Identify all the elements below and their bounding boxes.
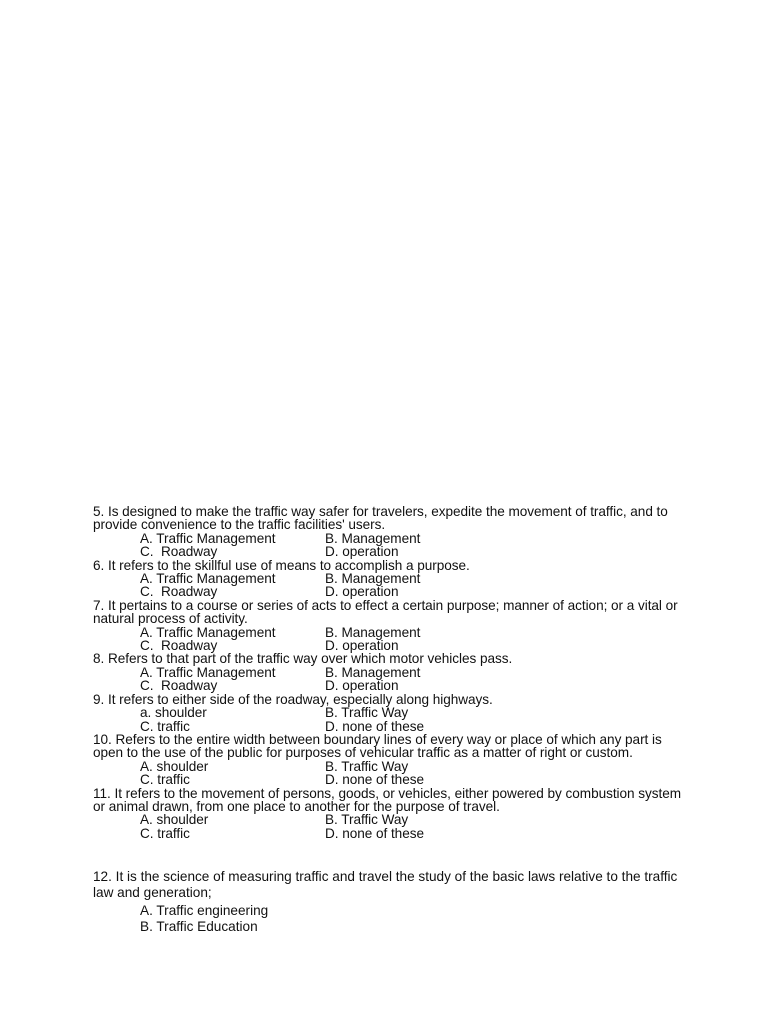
options-row [93,679,683,692]
question-7 [93,599,683,653]
question-12 [93,869,693,935]
option-a: A. Traffic Management [140,624,276,640]
option-a: a. shoulder [140,705,207,721]
question-text: 5. Is designed to make the traffic way safer for travelers, expedite the movement of traffic, and to provide convenience to the traffic facilities' users. [93,504,668,533]
option-b: B. Traffic Education [140,919,258,934]
options-row [93,706,683,719]
question-8 [93,652,683,692]
question-11 [93,787,683,841]
option-a: A. Traffic Management [140,530,276,546]
question-list [93,505,683,840]
option-c: C. traffic [140,718,190,734]
question-text: 10. Refers to the entire width between boundary lines of every way or place of which any part is open to the use of the public for purposes of vehicular traffic as a matter of right or custom. [93,731,662,761]
options-row [93,572,683,585]
option-b: B. Management [325,530,421,546]
option-d: D. none of these [325,772,424,788]
option-b: B. Management [325,571,421,587]
option-d: D. none of these [325,718,424,734]
options-row [93,813,683,826]
options-row [93,585,683,598]
option-a: A. Traffic Management [140,664,276,680]
option-b: B. Management [325,624,421,640]
option-d: D. operation [325,544,399,560]
option-d: D. operation [325,584,399,600]
options-row [93,827,683,840]
option-c: C. Roadway [140,584,218,600]
question-9 [93,693,683,733]
question-6 [93,559,683,599]
question-text: 11. It refers to the movement of persons, goods, or vehicles, either powered by combustion system or animal drawn, from one place to another for the purpose of travel. [93,785,682,814]
option-a: A. Traffic Management [140,571,276,587]
question-5 [93,505,683,559]
option-a: A. Traffic engineering [140,903,269,918]
question-text: 6. It refers to the skillful use of means to accomplish a purpose. [93,557,470,573]
options-row [93,626,683,639]
options-row [93,639,683,652]
question-text: 9. It refers to either side of the roadway, especially along highways. [93,691,493,707]
options-row [93,760,683,773]
option-c: C. Roadway [140,544,218,560]
option-b: B. Traffic Way [325,758,409,774]
option-c: C. traffic [140,772,190,788]
options-row [93,773,683,786]
options-row [93,545,683,558]
option-a: A. shoulder [140,812,209,828]
question-text: 12. It is the science of measuring traffic and travel the study of the basic laws relative to the traffic law and generation; [93,869,678,900]
question-text: 8. Refers to that part of the traffic way over which motor vehicles pass. [93,651,513,667]
option-b: B. Traffic Way [325,812,409,828]
options-row [93,720,683,733]
option-b: B. Management [325,664,421,680]
options-list [93,903,693,935]
option-c: C. traffic [140,825,190,841]
option-c: C. Roadway [140,638,218,654]
option-b: B. Traffic Way [325,705,409,721]
option-a: A. shoulder [140,758,209,774]
options-row [93,666,683,679]
options-row [93,532,683,545]
question-10 [93,733,683,787]
question-text: 7. It pertains to a course or series of acts to effect a certain purpose; manner of action; or a vital or natural process of activity. [93,597,678,627]
option-d: D. operation [325,678,399,694]
option-c: C. Roadway [140,678,218,694]
option-d: D. operation [325,638,399,654]
option-d: D. none of these [325,825,424,841]
